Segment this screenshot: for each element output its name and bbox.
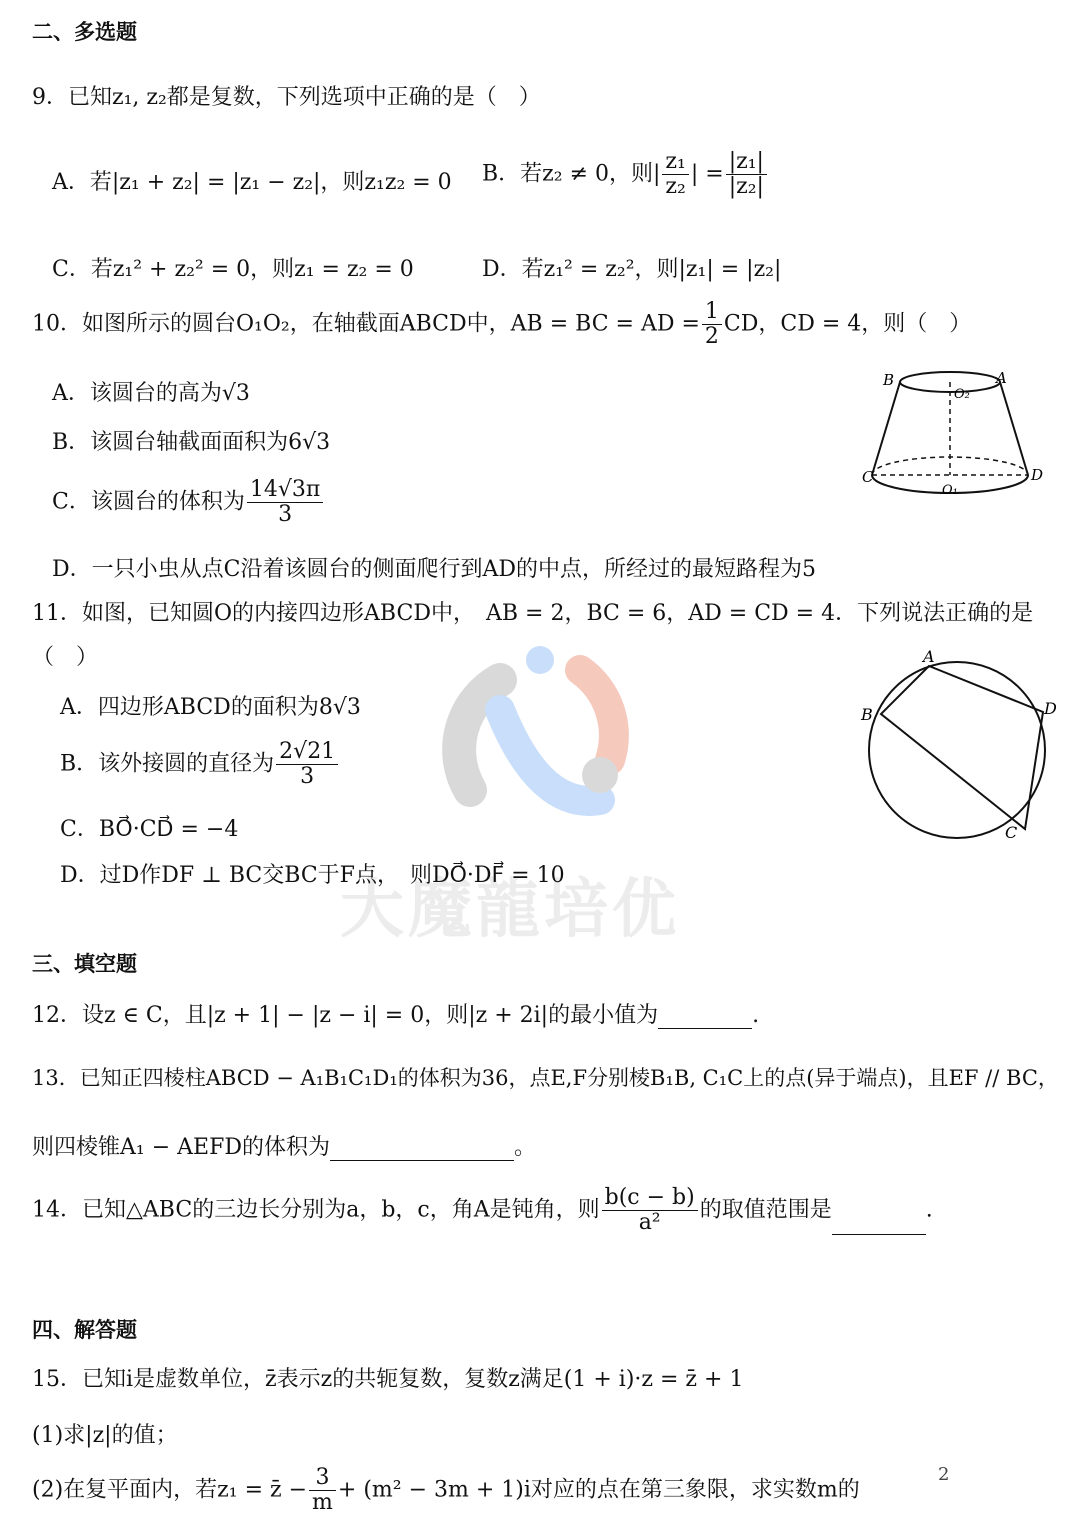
q10-stem-fraction: [702, 300, 722, 349]
page-number: 2: [938, 1464, 950, 1485]
section-fill-in: 三、填空题: [32, 952, 137, 976]
q12-end: .: [752, 1003, 760, 1028]
q9-b-num2: |z₁|: [726, 150, 767, 175]
q9-stem: 9．已知z₁, z₂都是复数，下列选项中正确的是（ ）: [32, 85, 541, 110]
q14: [32, 1186, 933, 1235]
watermark-logo: [430, 640, 650, 840]
q9-b-den1: z₂: [665, 174, 686, 200]
section-multi-choice: 二、多选题: [32, 20, 137, 44]
watermark-text: 大魔龍培优: [340, 873, 680, 947]
q9-b-fraction-2: [726, 150, 767, 199]
q10-c-num: 14√3π: [247, 478, 323, 503]
q10-option-b: B．该圆台轴截面面积为6√3: [52, 430, 331, 455]
q13-text: 则四棱锥A₁ − AEFD的体积为: [32, 1135, 330, 1160]
q15-p2-num: 3: [309, 1466, 336, 1491]
q14-text-post: 的取值范围是: [699, 1197, 832, 1223]
q15-stem: 15．已知i是虚数单位，z̄表示z的共轭复数，复数z满足(1 + i)·z = z̄ + 1: [32, 1367, 744, 1392]
q14-answer-blank[interactable]: [832, 1212, 926, 1235]
section-solve: 四、解答题: [32, 1318, 137, 1342]
q10-stem-den: 2: [704, 324, 719, 350]
q10-stem-num: 1: [702, 300, 722, 325]
q10-stem-suffix: CD，CD = 4，则（ ）: [723, 311, 972, 337]
circle-svg: [855, 640, 1065, 845]
q9-option-d: D．若z₁² = z₂²，则|z₁| = |z₂|: [482, 257, 782, 282]
q14-text: 14．已知△ABC的三边长分别为a，b，c，角A是钝角，则: [32, 1197, 600, 1223]
q15-part2: [32, 1466, 860, 1515]
q9-option-c: C．若z₁² + z₂² = 0，则z₁ = z₂ = 0: [52, 257, 414, 282]
q12-text: 12．设z ∈ C，且|z + 1| − |z − i| = 0，则|z + 2i|的最小值为: [32, 1003, 659, 1028]
q11-b-fraction: [276, 740, 338, 789]
q15-p2-prefix: (2)在复平面内，若z₁ = z̄ −: [32, 1477, 308, 1503]
q15-part1: (1)求|z|的值；: [32, 1423, 178, 1448]
q11-option-c: C．BO⃗·CD⃗ = −4: [60, 817, 239, 842]
q11-option-a: A．四边形ABCD的面积为8√3: [60, 695, 361, 720]
q14-fraction: [602, 1186, 698, 1235]
q10-frustum-figure: [850, 360, 1050, 510]
q14-den: a²: [638, 1210, 661, 1236]
q10-stem-prefix: 10．如图所示的圆台O₁O₂，在轴截面ABCD中，AB = BC = AD =: [32, 311, 700, 337]
q10-option-d: D．一只小虫从点C沿着该圆台的侧面爬行到AD的中点，所经过的最短路程为5: [52, 557, 816, 582]
q9-option-a: A．若|z₁ + z₂| = |z₁ − z₂|，则z₁z₂ = 0: [52, 170, 452, 195]
q11-b-num: 2√21: [276, 740, 338, 765]
circle-label-c: C: [1005, 823, 1018, 842]
frustum-label-b: B: [882, 371, 894, 389]
q11-stem: 11．如图，已知圆O的内接四边形ABCD中， AB = 2，BC = 6，AD = CD = 4．下列说法正确的是: [32, 601, 1034, 626]
circle-label-d: D: [1044, 699, 1057, 718]
quadrilateral-abcd: [881, 666, 1043, 829]
q11-b-prefix: B．该外接圆的直径为: [60, 751, 275, 777]
q10-c-fraction: [247, 478, 323, 527]
frustum-label-c: C: [862, 468, 874, 486]
q9-b-mid: | =: [690, 161, 724, 187]
q10-c-den: 3: [278, 502, 293, 528]
frustum-label-o1: O₁: [942, 483, 958, 498]
q10-option-a: A．该圆台的高为√3: [52, 381, 250, 406]
circumcircle: [869, 662, 1045, 838]
q12: [32, 998, 759, 1029]
q11-circle-figure: [855, 640, 1065, 845]
q15-p2-fraction: [309, 1466, 336, 1515]
q14-end: .: [925, 1197, 933, 1223]
frustum-svg: [850, 360, 1050, 510]
q11-option-b: [60, 740, 340, 789]
q11-option-d: D．过D作DF ⊥ BC交BC于F点， 则DO⃗·DF⃗ = 10: [60, 863, 565, 888]
q9-b-fraction-1: [662, 150, 688, 199]
q14-num: b(c − b): [602, 1186, 698, 1211]
q13-line2: [32, 1130, 536, 1161]
q9-b-den2: |z₂|: [728, 174, 764, 200]
frustum-right-generator: [1000, 382, 1028, 475]
q15-p2-suffix: + (m² − 3m + 1)i对应的点在第三象限，求实数m的: [337, 1477, 860, 1503]
q9-b-prefix: B．若z₂ ≠ 0，则|: [482, 161, 661, 187]
q10-stem: [32, 300, 971, 349]
q10-c-prefix: C．该圆台的体积为: [52, 489, 245, 515]
q15-p2-den: m: [312, 1490, 333, 1516]
q13-answer-blank[interactable]: [330, 1138, 514, 1161]
frustum-label-o2: O₂: [954, 387, 970, 402]
circle-label-b: B: [861, 705, 873, 724]
q12-answer-blank[interactable]: [658, 1006, 752, 1029]
q9-option-b: [482, 150, 769, 199]
frustum-left-generator: [872, 382, 900, 475]
q9-b-num1: z₁: [662, 150, 688, 175]
circle-label-a: A: [923, 647, 935, 666]
q13-end: 。: [513, 1135, 536, 1160]
q11-b-den: 3: [300, 764, 315, 790]
q10-option-c: [52, 478, 325, 527]
frustum-label-a: A: [996, 369, 1007, 387]
frustum-label-d: D: [1031, 466, 1044, 484]
q11-paren: （ ）: [32, 645, 99, 670]
q13-line1: 13．已知正四棱柱ABCD − A₁B₁C₁D₁的体积为36，点E,F分别棱B₁B, C₁C上的点(异于端点)，且EF // BC，: [32, 1066, 1059, 1090]
